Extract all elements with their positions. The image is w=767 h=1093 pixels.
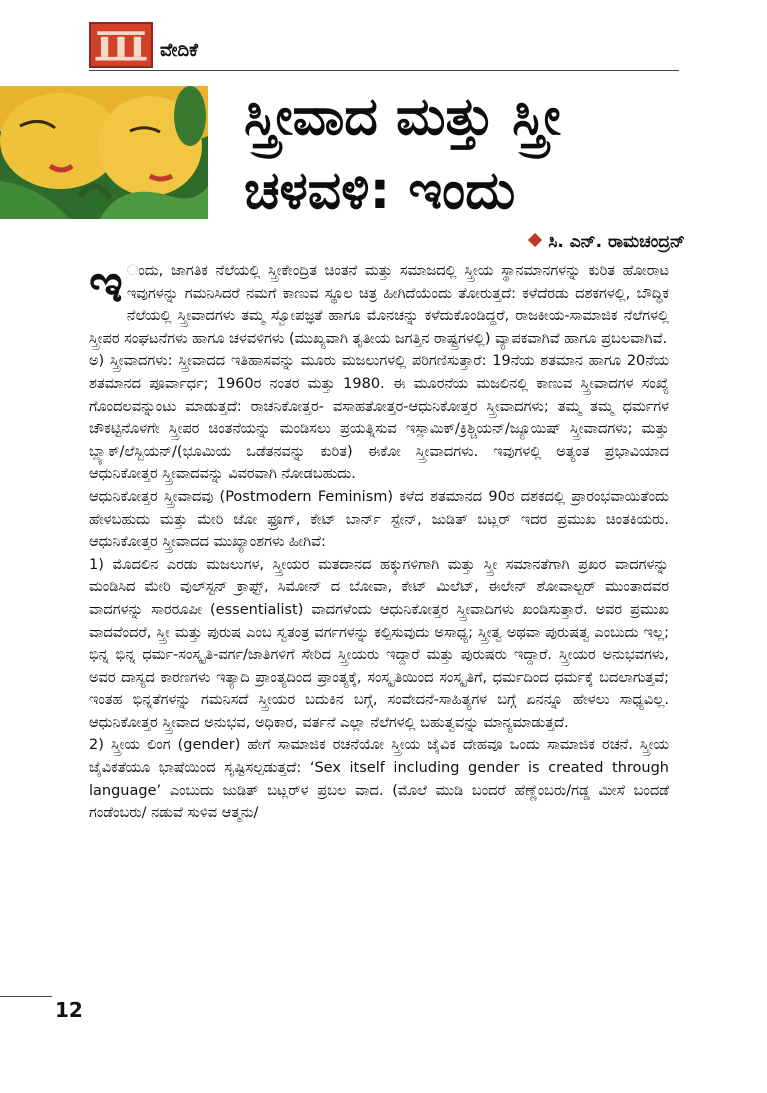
footer-divider (0, 996, 52, 997)
section-logo-icon (91, 24, 151, 66)
faces-illustration-icon (0, 86, 208, 219)
section-name: ವೇದಿಕೆ (160, 40, 198, 61)
section-logo (89, 22, 153, 68)
paragraph-text: ಂದು, ಜಾಗತಿಕ ನೆಲೆಯಲ್ಲಿ ಸ್ತ್ರೀಕೇಂದ್ರಿತ ಚಿಂತನೆ ಮತ್ತು ಸಮಾಜದಲ್ಲಿ ಸ್ತ್ರೀಯ ಸ್ಥಾನಮಾನಗಳನ್ನು ಕುರಿತ ಹೋರಾಟ ಇವುಗಳನ್ನು ಗಮನಿಸಿದರೆ ನಮಗೆ ಕಾಣುವ ಸ್ಥೂಲ ಚಿತ್ರ ಹೀಗಿದೆಯೆಂದು ತೋರುತ್ತದೆ: ಕಳೆದೆರಡು ದಶಕಗಳಲ್ಲಿ, ಬೌದ್ಧಿಕ ನೆಲೆಯಲ್ಲಿ ಸ್ತ್ರೀವಾದಗಳು ತಮ್ಮ ಸ್ವೋಪಜ್ಞತೆ ಹಾಗೂ ಮೊನಚನ್ನು ಕಳೆದುಕೊಂಡಿದ್ದರೆ, ರಾಜಕೀಯ-ಸಾಮಾಜಿಕ ನೆಲೆಗಳಲ್ಲಿ ಸ್ತ್ರೀಪರ ಸಂಘಟನೆಗಳು ಹಾಗೂ ಚಳವಳಿಗಳು (ಮುಖ್ಯವಾಗಿ ತೃತೀಯ ಜಗತ್ತಿನ ರಾಷ್ಟ್ರಗಳಲ್ಲಿ) ವ್ಯಾಪಕವಾಗಿವೆ ಹಾಗೂ ಪ್ರಬಲವಾಗಿವೆ. (89, 263, 669, 347)
paragraph (89, 254, 669, 350)
author-name: ಸಿ. ಎನ್. ರಾಮಚಂದ್ರನ್ (548, 232, 685, 252)
header-divider (89, 70, 679, 71)
hero-illustration (0, 86, 208, 219)
article-body (89, 254, 669, 825)
paragraph: ಅ) ಸ್ತ್ರೀವಾದಗಳು: ಸ್ತ್ರೀವಾದದ ಇತಿಹಾಸವನ್ನು ಮೂರು ಮಜಲುಗಳಲ್ಲಿ ಪರಿಗಣಿಸುತ್ತಾರೆ: 19ನೆಯ ಶತಮಾನ ಹಾಗೂ 20ನೆಯ ಶತಮಾನದ ಪೂರ್ವಾರ್ಧ; 1960ರ ನಂತರ ಮತ್ತು 1980. ಈ ಮೂರನೆಯ ಮಜಲಿನಲ್ಲಿ ಕಾಣುವ ಸ್ತ್ರೀವಾದಗಳ ಸಂಖ್ಯೆ ಗೊಂದಲವನ್ನುಂಟು ಮಾಡುತ್ತದೆ: ರಾಚನಿಕೋತ್ತರ- ವಸಾಹತೋತ್ತರ-ಆಧುನಿಕೋತ್ತರ ಸ್ತ್ರೀವಾದಗಳು; ತಮ್ಮ ತಮ್ಮ ಧರ್ಮಗಳ ಚೌಕಟ್ಟಿನೊಳಗೇ ಸ್ತ್ರೀಪರ ಚಿಂತನೆಯನ್ನು ಮಂಡಿಸಲು ಪ್ರಯತ್ನಿಸುವ ಇಸ್ಲಾಮಿಕ್/ಕ್ರಿಶ್ಚಿಯನ್/ಜ್ಯೂಯಿಷ್ ಸ್ತ್ರೀವಾದಗಳು; ಮತ್ತು ಬ್ಲ್ಯಾಕ್/ಲೆಸ್ಬಿಯನ್/(ಭೂಮಿಯ ಒಡೆತನವನ್ನು ಕುರಿತ) ಈಕೋ ಸ್ತ್ರೀವಾದಗಳು. ಇವುಗಳಲ್ಲಿ ಅತ್ಯಂತ ಪ್ರಭಾವಿಯಾದ ಆಧುನಿಕೋತ್ತರ ಸ್ತ್ರೀವಾದವನ್ನು ವಿವರವಾಗಿ ನೋಡಬಹುದು. (89, 353, 669, 483)
page-number: 12 (55, 998, 83, 1022)
drop-cap: ಇ (89, 254, 123, 314)
paragraph: 2) ಸ್ತ್ರೀಯ ಲಿಂಗ (gender) ಹೇಗೆ ಸಾಮಾಜಿಕ ರಚನೆಯೋ ಸ್ತ್ರೀಯ ಜೈವಿಕ ದೇಹವೂ ಒಂದು ಸಾಮಾಜಿಕ ರಚನೆ. ಸ್ತ್ರೀಯ ಜೈವಿಕತೆಯೂ ಭಾಷೆಯಿಂದ ಸೃಷ್ಟಿಸಲ್ಪಡುತ್ತದೆ: ‘Sex itself including gender is created through language’ ಎಂಬುದು ಜುಡಿತ್ ಬಟ್ಲರ್‌ಳ ಪ್ರಬಲ ವಾದ. (ಮೊಲೆ ಮುಡಿ ಬಂದರೆ ಹೆಣ್ಣೆಂಬರು/ಗಡ್ಡ ಮೀಸೆ ಬಂದಡೆ ಗಂಡೆಂಬರು/ ನಡುವೆ ಸುಳಿವ ಆತ್ಮನು/ (89, 737, 669, 822)
diamond-bullet-icon (528, 233, 542, 247)
article-title: ಸ್ತ್ರೀವಾದ ಮತ್ತು ಸ್ತ್ರೀ ಚಳವಳಿ: ಇಂದು (244, 87, 561, 221)
paragraph: ಆಧುನಿಕೋತ್ತರ ಸ್ತ್ರೀವಾದವು (Postmodern Feminism) ಕಳೆದ ಶತಮಾನದ 90ರ ದಶಕದಲ್ಲಿ ಪ್ರಾರಂಭವಾಯಿತೆಂದು ಹೇಳಬಹುದು ಮತ್ತು ಮೇರಿ ಜೋ ಫ್ರೂಗ್, ಕೇಟ್ ಬಾರ್ನ್ ಸ್ಟೇನ್, ಜುಡಿತ್ ಬಟ್ಲರ್ ಇದರ ಪ್ರಮುಖ ಚಿಂತಕಿಯರು. ಆಧುನಿಕೋತ್ತರ ಸ್ತ್ರೀವಾದದ ಮುಖ್ಯಾಂಶಗಳು ಹೀಗಿವೆ: (89, 488, 669, 551)
paragraph: 1) ಮೊದಲಿನ ಎರಡು ಮಜಲುಗಳ, ಸ್ತ್ರೀಯರ ಮತದಾನದ ಹಕ್ಕುಗಳಿಗಾಗಿ ಮತ್ತು ಸ್ತ್ರೀ ಸಮಾನತೆಗಾಗಿ ಪ್ರಖರ ವಾದಗಳನ್ನು ಮಂಡಿಸಿದ ಮೇರಿ ವುಲ್‌ಸ್ಟನ್ ಕ್ರಾಫ್ಟ್, ಸಿಮೋನ್ ದ ಬೋವಾ, ಕೇಟ್ ಮಿಲೆಟ್, ಈಲೇನ್ ಶೋವಾಲ್ಟರ್ ಮುಂತಾದವರ ವಾದಗಳನ್ನು ಸಾರರೂಪೀ (essentialist) ವಾದಗಳೆಂದು ಆಧುನಿಕೋತ್ತರ ಸ್ತ್ರೀವಾದಿಗಳು ಖಂಡಿಸುತ್ತಾರೆ. ಅವರ ಪ್ರಮುಖ ವಾದವೆಂದರೆ, ಸ್ತ್ರೀ ಮತ್ತು ಪುರುಷ ಎಂಬ ಸ್ವತಂತ್ರ ವರ್ಗಗಳನ್ನು ಕಲ್ಪಿಸುವುದು ಅಸಾಧ್ಯ; ಸ್ತ್ರೀತ್ವ ಅಥವಾ ಪುರುಷತ್ವ ಎಂಬುದು ಇಲ್ಲ; ಭಿನ್ನ ಭಿನ್ನ ಧರ್ಮ-ಸಂಸ್ಕೃತಿ-ವರ್ಗ/ಜಾತಿಗಳಿಗೆ ಸೇರಿದ ಸ್ತ್ರೀಯರು ಇದ್ದಾರೆ ಮತ್ತು ಪುರುಷರು ಇದ್ದಾರೆ. ಸ್ತ್ರೀಯರ ಅನುಭವಗಳು, ಅವರ ದಾಸ್ಯದ ಕಾರಣಗಳು ಇತ್ಯಾದಿ ಪ್ರಾಂತ್ಯದಿಂದ ಪ್ರಾಂತ್ಯಕ್ಕೆ, ಸಂಸ್ಕೃತಿಯಿಂದ ಸಂಸ್ಕೃತಿಗೆ, ಧರ್ಮದಿಂದ ಧರ್ಮಕ್ಕೆ ಬದಲಾಗುತ್ತವೆ; ಇಂತಹ ಭಿನ್ನತೆಗಳನ್ನು ಗಮನಿಸದೆ ಸ್ತ್ರೀಯರ ಬದುಕಿನ ಬಗ್ಗೆ, ಸಂವೇದನೆ-ಸಾಹಿತ್ಯಗಳ ಬಗ್ಗೆ ಏನನ್ನೂ ಹೇಳಲು ಸಾಧ್ಯವಿಲ್ಲ. ಆಧುನಿಕೋತ್ತರ ಸ್ತ್ರೀವಾದ ಅನುಭವ, ಅಧಿಕಾರ, ವರ್ತನೆ ಎಲ್ಲಾ ನೆಲೆಗಳಲ್ಲಿ ಬಹುತ್ವವನ್ನು ಮಾನ್ಯಮಾಡುತ್ತದೆ. (89, 556, 669, 731)
author-byline (530, 232, 685, 252)
